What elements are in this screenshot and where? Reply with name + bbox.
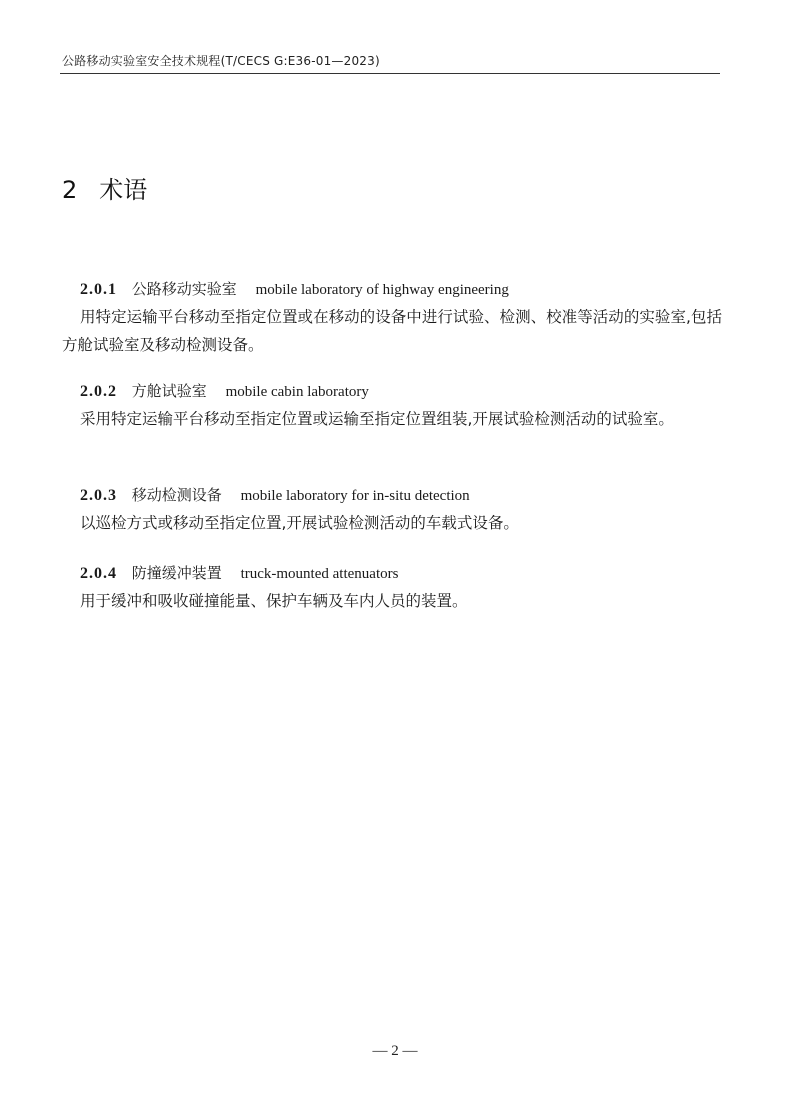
term-definition: 用特定运输平台移动至指定位置或在移动的设备中进行试验、检测、校准等活动的实验室,包括方舱试验室及移动检测设备。 [62,308,722,354]
term-number: 2.0.2 [80,383,117,400]
term-english-name: truck-mounted attenuators [240,566,399,582]
term-number: 2.0.1 [80,281,117,298]
term-definition: 用于缓冲和吸收碰撞能量、保护车辆及车内人员的装置。 [80,592,468,610]
term-english-name: mobile laboratory for in-situ detection [240,488,470,504]
chapter-number: 2 [62,176,78,204]
term-number: 2.0.3 [80,487,117,504]
term-entry [62,560,722,615]
page-number: — 2 — [372,1043,418,1059]
term-entry [62,276,722,359]
term-chinese-name: 方舱试验室 [131,382,207,400]
term-definition: 以巡检方式或移动至指定位置,开展试验检测活动的车载式设备。 [80,514,519,532]
term-english-name: mobile cabin laboratory [225,384,369,400]
chapter-title [62,170,147,205]
term-number: 2.0.4 [80,565,117,582]
term-chinese-name: 公路移动实验室 [131,280,237,298]
term-entry [62,378,722,433]
term-definition: 采用特定运输平台移动至指定位置或运输至指定位置组装,开展试验检测活动的试验室。 [80,410,674,428]
term-chinese-name: 防撞缓冲装置 [131,564,222,582]
chapter-name: 术语 [99,176,148,204]
running-header: 公路移动实验室安全技术规程(T/CECS G:E36-01—2023) [62,54,380,68]
term-entry [62,482,722,537]
term-heading [62,378,722,405]
term-chinese-name: 移动检测设备 [131,486,222,504]
term-heading [62,276,722,303]
term-heading [62,482,722,509]
term-english-name: mobile laboratory of highway engineering [255,282,509,298]
term-heading [62,560,722,587]
header-rule [60,73,720,74]
